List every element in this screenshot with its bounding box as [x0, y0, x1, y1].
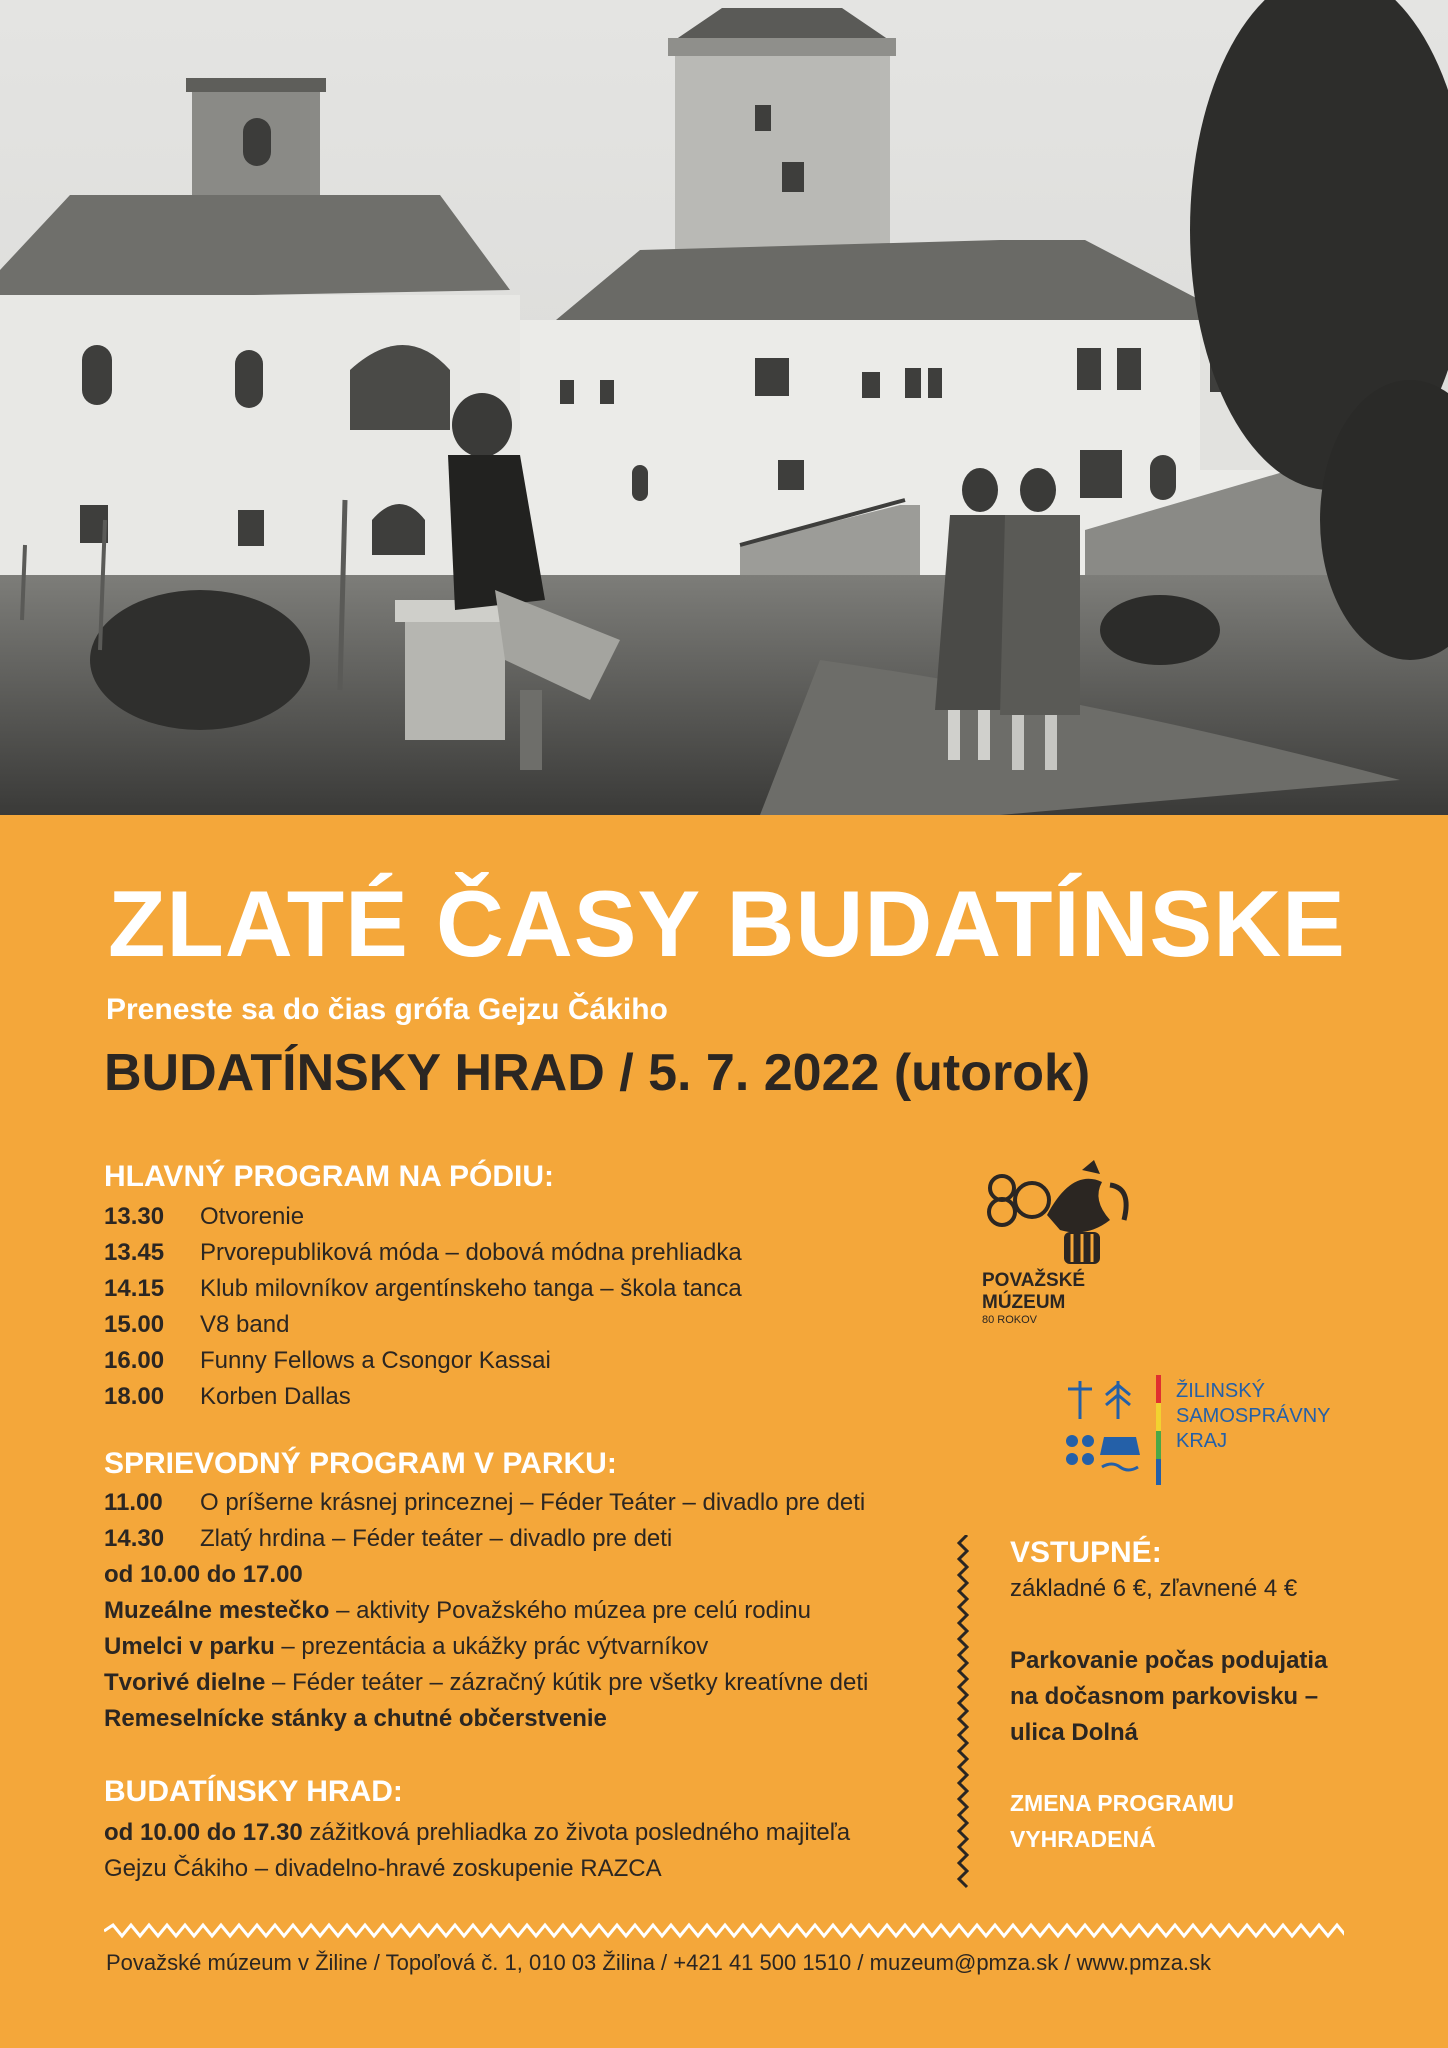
castle-program-text: zážitková prehliadka zo života posledného majiteľa — [302, 1819, 851, 1846]
museum-name: POVAŽSKÉ — [982, 1270, 1086, 1291]
program-text: Korben Dallas — [200, 1383, 351, 1410]
program-text: Klub milovníkov argentínskeho tanga – škola tanca — [200, 1275, 742, 1302]
museum-anniversary: 80 ROKOV — [982, 1314, 1038, 1326]
program-time: 14.30 — [104, 1525, 165, 1552]
program-time: 18.00 — [104, 1383, 165, 1410]
park-program-heading: SPRIEVODNÝ PROGRAM V PARKU: — [104, 1447, 617, 1480]
park-time-range: od 10.00 do 17.00 — [104, 1561, 303, 1588]
castle-program-list — [104, 1815, 850, 1887]
program-text: Otvorenie — [200, 1203, 305, 1230]
park-activity — [104, 1629, 868, 1665]
program-text: Zlatý hrdina – Féder teáter – divadlo pre deti — [200, 1525, 673, 1552]
program-text: O príšerne krásnej princeznej – Féder Teáter – divadlo pre deti — [200, 1489, 866, 1516]
program-text: V8 band — [200, 1311, 290, 1338]
main-program-row — [104, 1271, 742, 1307]
parking-line: na dočasnom parkovisku – — [1010, 1683, 1319, 1710]
park-program-list — [104, 1485, 865, 1557]
park-activity — [104, 1665, 868, 1701]
main-program-row — [104, 1199, 742, 1235]
program-change-notice: ZMENA PROGRAMU — [1010, 1790, 1235, 1816]
program-time: 13.30 — [104, 1203, 165, 1230]
program-text: Prvorepubliková móda – dobová módna prehliadka — [200, 1239, 742, 1266]
castle-program-heading: BUDATÍNSKY HRAD: — [104, 1775, 403, 1808]
program-change-notice: VYHRADENÁ — [1010, 1826, 1156, 1852]
main-program-heading: HLAVNÝ PROGRAM NA PÓDIU: — [104, 1160, 554, 1193]
entry-prices: základné 6 €, zľavnené 4 € — [1010, 1575, 1298, 1602]
activity-name: Muzeálne mestečko — [104, 1597, 330, 1624]
info-sidebar — [1010, 1535, 1327, 1857]
parking-line: Parkovanie počas podujatia — [1010, 1647, 1328, 1674]
activity-text: – Féder teáter – zázračný kútik pre všetky kreatívne deti — [265, 1669, 869, 1696]
footer-contact: Považské múzeum v Žiline / Topoľová č. 1, 010 03 Žilina / +421 41 500 1510 / muzeum@pmza.sk / www.pmza.sk — [106, 1950, 1212, 1975]
activity-text: – prezentácia a ukážky prác výtvarníkov — [274, 1633, 709, 1660]
poster-body — [0, 815, 1448, 2048]
castle-photo-icon — [0, 0, 1448, 815]
zigzag-divider-horizontal — [104, 1920, 1344, 1942]
park-activity — [104, 1593, 868, 1629]
program-time: 13.45 — [104, 1239, 165, 1266]
museum-name: MÚZEUM — [982, 1292, 1066, 1313]
park-stalls: Remeselnícke stánky a chutné občerstvenie — [104, 1705, 607, 1732]
region-name — [1176, 1379, 1356, 1454]
main-program-row — [104, 1307, 742, 1343]
activity-name: Umelci v parku — [104, 1633, 275, 1660]
activity-text: – aktivity Považského múzea pre celú rodinu — [329, 1597, 812, 1624]
activity-name: Tvorivé dielne — [104, 1669, 266, 1696]
park-activities-list — [104, 1557, 868, 1737]
rooster-logo-icon — [982, 1160, 1142, 1265]
region-logo — [1060, 1375, 1331, 1490]
region-name-line: ŽILINSKÝ — [1176, 1380, 1265, 1402]
main-program-list — [104, 1199, 742, 1415]
main-program-row — [104, 1343, 742, 1379]
castle-program-line — [104, 1815, 850, 1851]
entry-heading: VSTUPNÉ: — [1010, 1536, 1162, 1569]
park-program-row — [104, 1485, 865, 1521]
regional-emblem-icon — [1060, 1375, 1170, 1485]
program-text: Funny Fellows a Csongor Kassai — [200, 1347, 551, 1374]
historic-castle-photo — [0, 0, 1448, 815]
program-time: 16.00 — [104, 1347, 165, 1374]
main-program-row — [104, 1235, 742, 1271]
event-title: ZLATÉ ČASY BUDATÍNSKE — [108, 871, 1346, 976]
program-time: 14.15 — [104, 1275, 165, 1302]
park-program-row — [104, 1521, 865, 1557]
event-subtitle: Preneste sa do čias grófa Gejzu Čákiho — [106, 993, 668, 1026]
program-time: 15.00 — [104, 1311, 165, 1338]
parking-line: ulica Dolná — [1010, 1719, 1139, 1746]
program-time: 11.00 — [104, 1489, 163, 1516]
venue-date-headline: BUDATÍNSKY HRAD / 5. 7. 2022 (utorok) — [104, 1044, 1091, 1102]
region-name-line: SAMOSPRÁVNY — [1176, 1405, 1331, 1427]
region-name-line: KRAJ — [1176, 1430, 1228, 1452]
castle-program-time: od 10.00 do 17.30 — [104, 1819, 303, 1846]
zigzag-divider-vertical — [955, 1535, 979, 1893]
museum-logo — [982, 1160, 1157, 1326]
castle-program-line: Gejzu Čákiho – divadelno-hravé zoskupenie RAZCA — [104, 1855, 662, 1882]
main-program-row — [104, 1379, 742, 1415]
